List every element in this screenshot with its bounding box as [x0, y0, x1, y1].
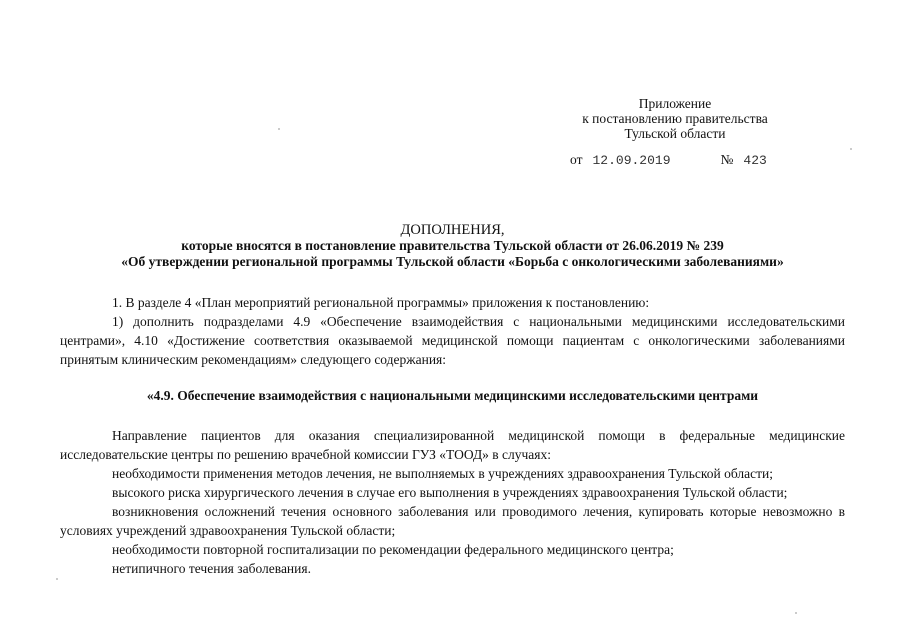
appendix-line-2: к постановлению правительства — [582, 111, 768, 126]
number-label: № — [720, 152, 734, 167]
paragraph-3: Направление пациентов для оказания специализированной медицинской помощи в федеральные медицинские исследовательские центры по решению врачебной комиссии ГУЗ «ТООД» в случаях: — [60, 428, 845, 462]
list-item: необходимости повторной госпитализации по рекомендации федерального медицинского центра; — [112, 542, 674, 557]
appendix-header — [540, 96, 810, 141]
decree-date: 12.09.2019 — [592, 153, 671, 168]
from-label: от — [570, 152, 583, 167]
appendix-line-1: Приложение — [638, 96, 712, 111]
list-item: нетипичного течения заболевания. — [112, 561, 311, 576]
title-line-2: которые вносятся в постановление правительства Тульской области от 26.06.2019 № 239 — [181, 238, 724, 253]
body-section-1 — [60, 293, 845, 369]
scan-speck — [795, 612, 797, 614]
appendix-line-3: Тульской области — [624, 126, 726, 141]
decree-date-number — [570, 152, 767, 168]
scan-speck — [850, 148, 852, 150]
list-item: возникновения осложнений течения основного заболевания или проводимого лечения, купировать которые невозможно в условиях учреждений здравоохранения Тульской области; — [60, 504, 845, 538]
list-item: необходимости применения методов лечения, не выполняемых в учреждениях здравоохранения Тульской области; — [112, 466, 774, 481]
decree-number: 423 — [743, 153, 767, 168]
scan-speck — [278, 128, 280, 130]
document-title — [60, 222, 845, 270]
subheading-4-9: «4.9. Обеспечение взаимодействия с национальными медицинскими исследовательскими центрами — [146, 388, 759, 403]
title-heading: ДОПОЛНЕНИЯ, — [400, 222, 505, 238]
list-item: высокого риска хирургического лечения в случае его выполнения в учреждениях здравоохранения Тульской области; — [112, 485, 788, 500]
scan-speck — [56, 578, 58, 580]
paragraph-1: 1. В разделе 4 «План мероприятий региональной программы» приложения к постановлению: — [112, 295, 650, 310]
title-line-3: «Об утверждении региональной программы Тульской области «Борьба с онкологическими заболеваниями» — [121, 254, 784, 269]
paragraph-2: 1) дополнить подразделами 4.9 «Обеспечение взаимодействия с национальными медицинскими исследовательскими центрами», 4.10 «Достижение соответствия оказываемой медицинской помощи пациентам с онкологическими заболеваниями принятым клиническим рекомендациям» следующего содержания: — [60, 314, 845, 367]
body-section-2 — [60, 426, 845, 578]
